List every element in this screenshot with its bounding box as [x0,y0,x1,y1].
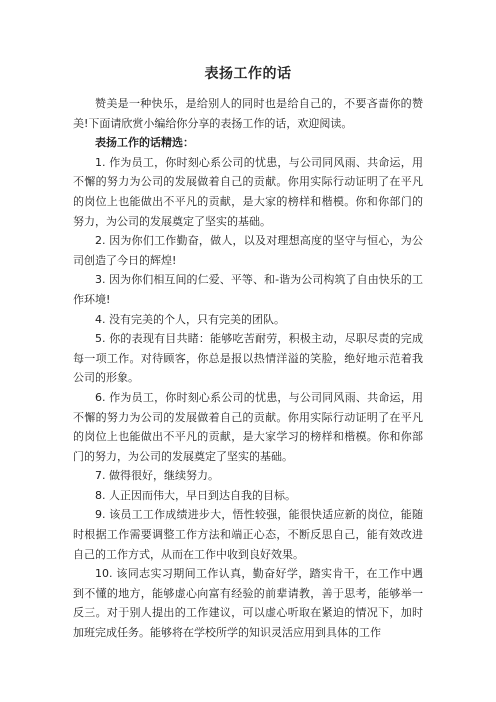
list-item: 9. 该员工工作成绩进步大，悟性较强，能很快适应新的岗位，能随时根据工作需要调整工作方法和端正心态，不断反思自己，能有效改进自己的工作方式，从而在工作中收到良好效果。 [73,508,423,561]
list-item: 8. 人正因而伟大，早日到达自我的目标。 [95,488,296,502]
list-item: 5. 你的表现有目共睹：能够吃苦耐劳，积极主动，尽职尽责的完成每一项工作。对待顾客，你总是报以热情洋溢的笑脸，绝好地示范着我公司的形象。 [73,332,423,385]
page-title: 表扬工作的话 [204,66,292,82]
list-item: 4. 没有完美的个人，只有完美的团队。 [95,312,285,326]
list-item: 7. 做得很好，继续努力。 [95,469,219,483]
list-item: 2. 因为你们工作勤奋，做人，以及对理想高度的坚守与恒心，为公司创造了今日的辉煌! [73,234,423,267]
list-item: 6. 作为员工，你时刻心系公司的忧患，与公司同风雨、共命运，用不懈的努力为公司的发展做着自己的贡献。你用实际行动证明了在平凡的岗位上也能做出不平凡的贡献，是大家学习的榜样和楷模。你和你部门的努力，为公司的发展奠定了坚实的基础。 [73,390,423,463]
list-item: 3. 因为你们相互间的仁爱、平等、和-谐为公司构筑了自由快乐的工作环境! [73,273,423,306]
list-item: 1. 作为员工，你时刻心系公司的忧患，与公司同风雨、共命运，用不懈的努力为公司的发展做着自己的贡献。你用实际行动证明了在平凡的岗位上也能做出不平凡的贡献，是大家的榜样和楷模。你和你部门的努力，为公司的发展奠定了坚实的基础。 [73,155,423,228]
list-item: 10. 该同志实习期间工作认真，勤奋好学，踏实肯干，在工作中遇到不懂的地方，能够虚心向富有经验的前辈请教，善于思考，能够举一反三。对于别人提出的工作建议，可以虚心听取在紧迫的情况下，加时加班完成任务。能够将在学校所学的知识灵活应用到具体的工作 [73,567,423,640]
intro-paragraph: 赞美是一种快乐，是给别人的同时也是给自己的，不要吝啬你的赞美!下面请欣赏小编给你分享的表扬工作的话，欢迎阅读。 [73,97,423,130]
section-heading: 表扬工作的话精选： [95,136,194,150]
